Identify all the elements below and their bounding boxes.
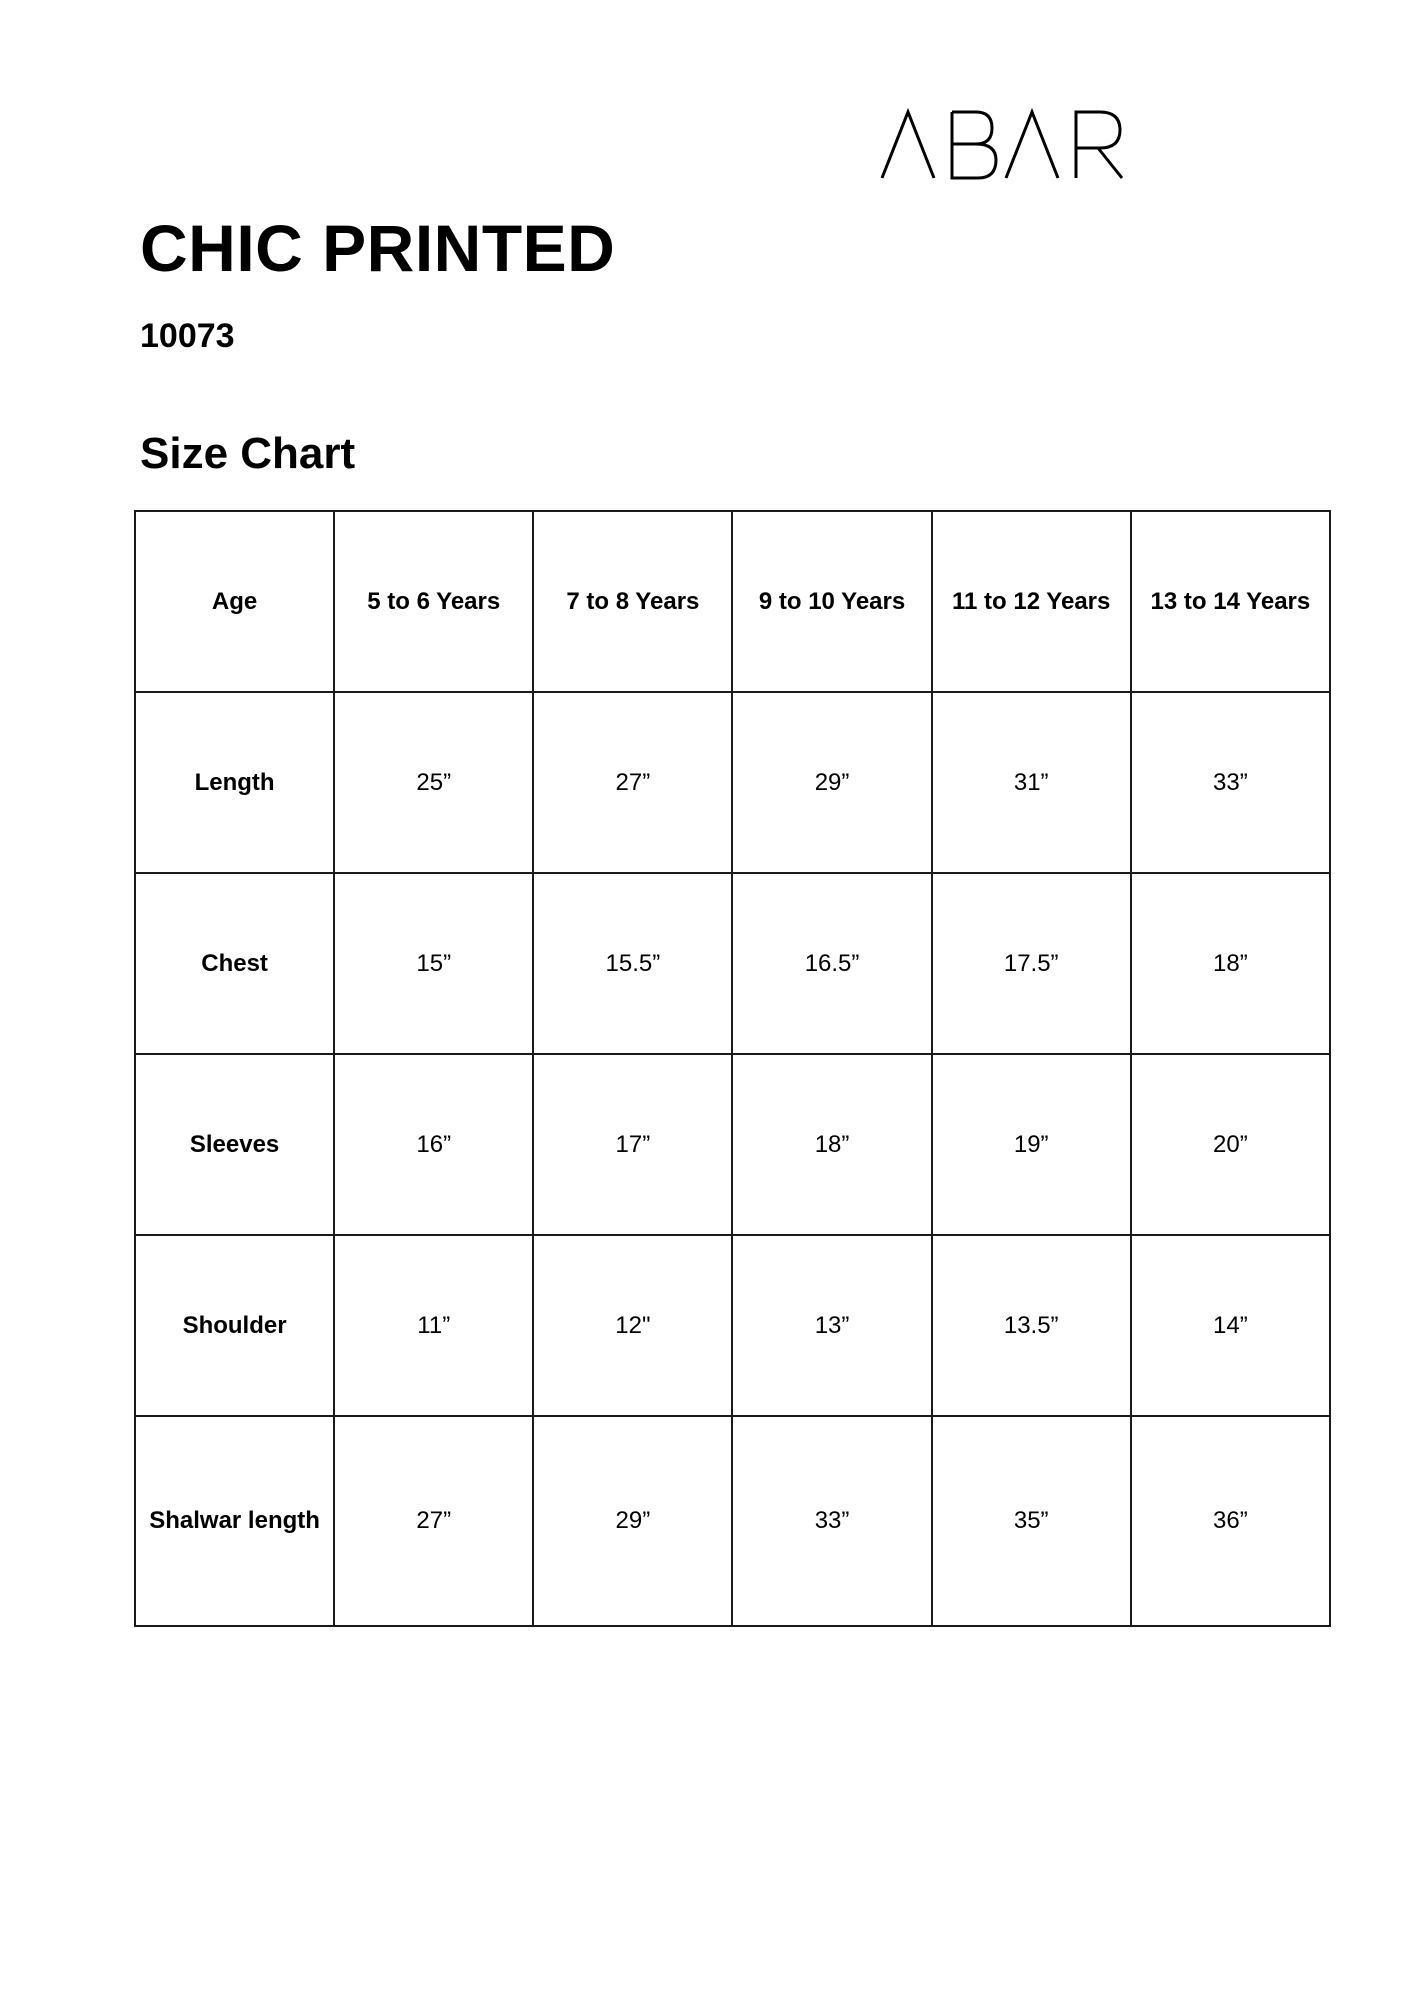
measurement-cell: 16”: [334, 1054, 533, 1235]
measurement-cell: 13.5”: [932, 1235, 1131, 1416]
measurement-cell: 29”: [732, 692, 931, 873]
measurement-cell: 16.5”: [732, 873, 931, 1054]
measurement-cell: 13”: [732, 1235, 931, 1416]
column-header: 13 to 14 Years: [1131, 511, 1330, 692]
header-label-age: Age: [135, 511, 334, 692]
measurement-cell: 33”: [1131, 692, 1330, 873]
size-chart-row: [135, 692, 1330, 873]
column-header: 11 to 12 Years: [932, 511, 1131, 692]
measurement-cell: 27”: [533, 692, 732, 873]
measurement-cell: 25”: [334, 692, 533, 873]
measurement-cell: 15”: [334, 873, 533, 1054]
row-label: Chest: [135, 873, 334, 1054]
measurement-cell: 17”: [533, 1054, 732, 1235]
product-title: CHIC PRINTED: [140, 211, 616, 285]
row-label: Length: [135, 692, 334, 873]
size-chart-row: [135, 1235, 1330, 1416]
measurement-cell: 27”: [334, 1416, 533, 1626]
size-chart-row: [135, 1054, 1330, 1235]
size-chart-heading: Size Chart: [140, 429, 356, 478]
size-chart-header-row: [135, 511, 1330, 692]
measurement-cell: 29”: [533, 1416, 732, 1626]
column-header: 5 to 6 Years: [334, 511, 533, 692]
measurement-cell: 33”: [732, 1416, 931, 1626]
abar-logo-icon: [880, 108, 1125, 184]
measurement-cell: 20”: [1131, 1054, 1330, 1235]
size-chart-row: [135, 1416, 1330, 1626]
measurement-cell: 12": [533, 1235, 732, 1416]
measurement-cell: 14”: [1131, 1235, 1330, 1416]
size-chart-table: [134, 510, 1331, 1627]
measurement-cell: 36”: [1131, 1416, 1330, 1626]
size-chart-row: [135, 873, 1330, 1054]
brand-logo: [880, 108, 1125, 184]
column-header: 9 to 10 Years: [732, 511, 931, 692]
size-chart-body: [135, 511, 1330, 1626]
measurement-cell: 17.5”: [932, 873, 1131, 1054]
measurement-cell: 35”: [932, 1416, 1131, 1626]
measurement-cell: 11”: [334, 1235, 533, 1416]
measurement-cell: 15.5”: [533, 873, 732, 1054]
row-label: Sleeves: [135, 1054, 334, 1235]
measurement-cell: 19”: [932, 1054, 1131, 1235]
measurement-cell: 18”: [1131, 873, 1330, 1054]
row-label: Shoulder: [135, 1235, 334, 1416]
product-code: 10073: [140, 317, 235, 355]
column-header: 7 to 8 Years: [533, 511, 732, 692]
measurement-cell: 18”: [732, 1054, 931, 1235]
measurement-cell: 31”: [932, 692, 1131, 873]
row-label: Shalwar length: [135, 1416, 334, 1626]
